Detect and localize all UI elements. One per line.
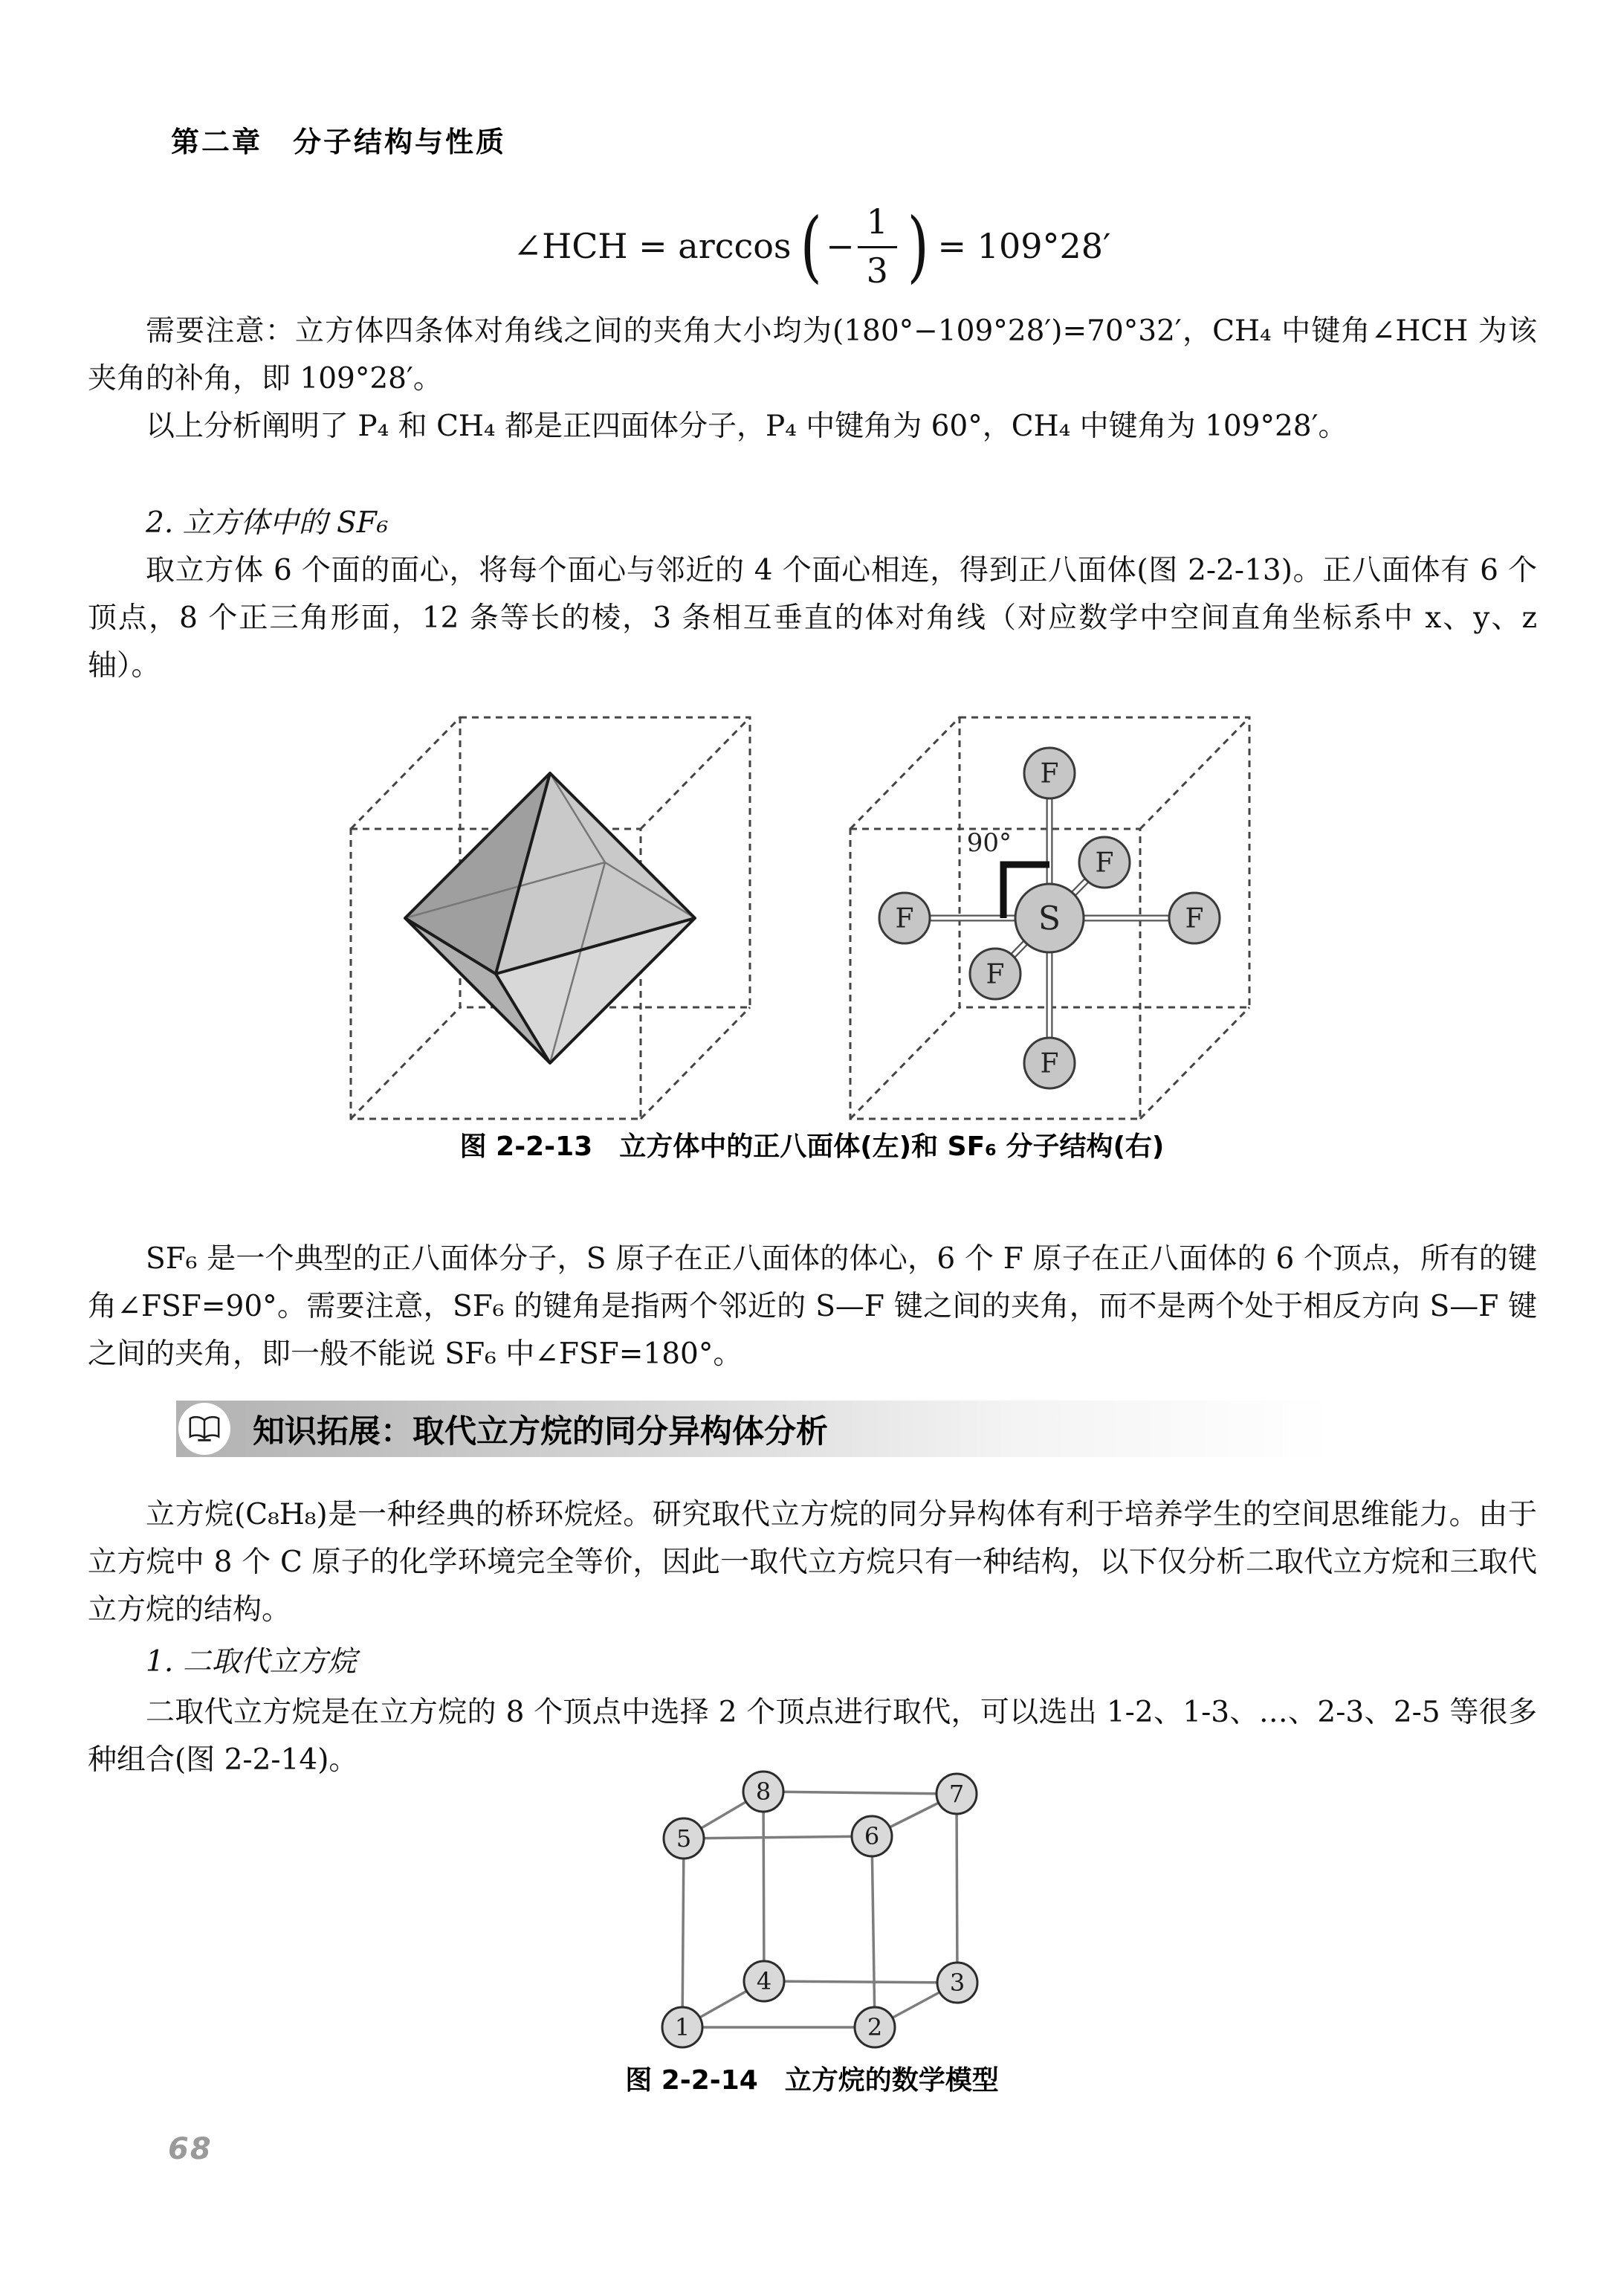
f-atom-label: F: [1095, 847, 1113, 879]
open-book-icon: [178, 1403, 230, 1455]
fraction-denominator: 3: [866, 250, 888, 291]
paragraph-cubane-intro: 立方烷(C₈H₈)是一种经典的桥环烷烃。研究取代立方烷的同分异构体有利于培养学生的空间思维能力。由于立方烷中 8 个 C 原子的化学环境完全等价，因此一取代立方烷只有一种结构，以下仅分析二取代立方烷和三取代立方烷的结构。: [88, 1498, 1537, 1627]
vertex-label: 7: [948, 1780, 964, 1809]
cube-vertices: [662, 1772, 977, 2047]
sulfur-atom: [1015, 884, 1084, 952]
paragraph-sf6-bond-angle: SF₆ 是一个典型的正八面体分子，S 原子在正八面体的体心，6 个 F 原子在正八面体的 6 个顶点，所有的键角∠FSF=90°。需要注意，SF₆ 的键角是指两个邻近的 S—F 键之间的夹角，而不是两个处于相反方向 S—F 键之间的夹角，即一般不能说 SF₆ 中∠FSF=180°。: [88, 1242, 1537, 1371]
knowledge-expansion-banner: [176, 1401, 1535, 1457]
figure-2-2-14-caption: 图 2-2-14 立方烷的数学模型: [625, 2065, 999, 2096]
formula-rhs: = 109°28′: [937, 226, 1111, 267]
formula-close-paren: ): [907, 201, 929, 292]
formula-lhs: ∠HCH = arccos: [513, 226, 792, 267]
vertex-label: 2: [867, 2013, 882, 2042]
figure-2-2-13: [0, 699, 1624, 1126]
vertex-label: 6: [864, 1822, 879, 1851]
paragraph-disubstitution-combinations: 二取代立方烷是在立方烷的 8 个顶点中选择 2 个顶点进行取代，可以选出 1-2、1-3、…、2-3、2-5 等很多种组合(图 2-2-14)。: [88, 1696, 1537, 1777]
formula-open-paren: (: [800, 201, 822, 292]
chapter-header: 第二章 分子结构与性质: [171, 126, 507, 158]
sf6-structure-diagram: [817, 699, 1307, 1126]
f-atom-label: F: [1185, 903, 1203, 934]
heading-cube-sf6: 2. 立方体中的 SF₆: [146, 506, 389, 540]
s-atom-label: S: [1038, 900, 1061, 938]
f-atom-label: F: [1040, 1048, 1058, 1079]
vertex-label: 5: [676, 1824, 691, 1853]
figure-2-2-13-caption: 图 2-2-13 立方体中的正八面体(左)和 SF₆ 分子结构(右): [459, 1131, 1165, 1162]
page-number: 68: [168, 2132, 213, 2166]
f-atom-label: F: [895, 903, 913, 934]
paragraph-octahedron-construction: 取立方体 6 个面的面心，将每个面心与邻近的 4 个面心相连，得到正八面体(图 2-2-13)。正八面体有 6 个顶点，8 个正三角形面，12 条等长的棱，3 条相互垂直的体对角线（对应数学中空间直角坐标系中 x、y、z 轴）。: [88, 554, 1537, 682]
figure-2-2-14: [0, 1766, 1624, 2053]
vertex-label: 4: [756, 1967, 771, 1996]
cube-edges: [682, 1792, 957, 2027]
heading-disubstituted-cubane: 1. 二取代立方烷: [146, 1645, 357, 1679]
vertex-label: 8: [755, 1777, 771, 1806]
fraction-numerator: 1: [858, 202, 897, 248]
formula-fraction: [858, 202, 897, 291]
vertex-label: 3: [949, 1969, 965, 1998]
cubane-graph-diagram: [627, 1766, 998, 2053]
paragraph-diagonal-angle-note: 需要注意：立方体四条体对角线之间的夹角大小均为(180°−109°28′)=70°32′，CH₄ 中键角∠HCH 为该夹角的补角，即 109°28′。: [88, 314, 1537, 395]
f-atom-label: F: [1040, 758, 1058, 789]
expansion-title: 知识拓展：取代立方烷的同分异构体分析: [253, 1412, 828, 1450]
formula-minus-sign: −: [826, 226, 855, 267]
paragraph-tetrahedron-summary: 以上分析阐明了 P₄ 和 CH₄ 都是正四面体分子，P₄ 中键角为 60°，CH₄ 中键角为 109°28′。: [146, 410, 1348, 443]
angle-90-label: 90°: [966, 828, 1012, 858]
f-atom-label: F: [986, 959, 1004, 990]
vertex-label: 1: [674, 2013, 690, 2042]
formula-hch-angle: [0, 202, 1624, 291]
octahedron-in-cube-diagram: [317, 699, 808, 1126]
